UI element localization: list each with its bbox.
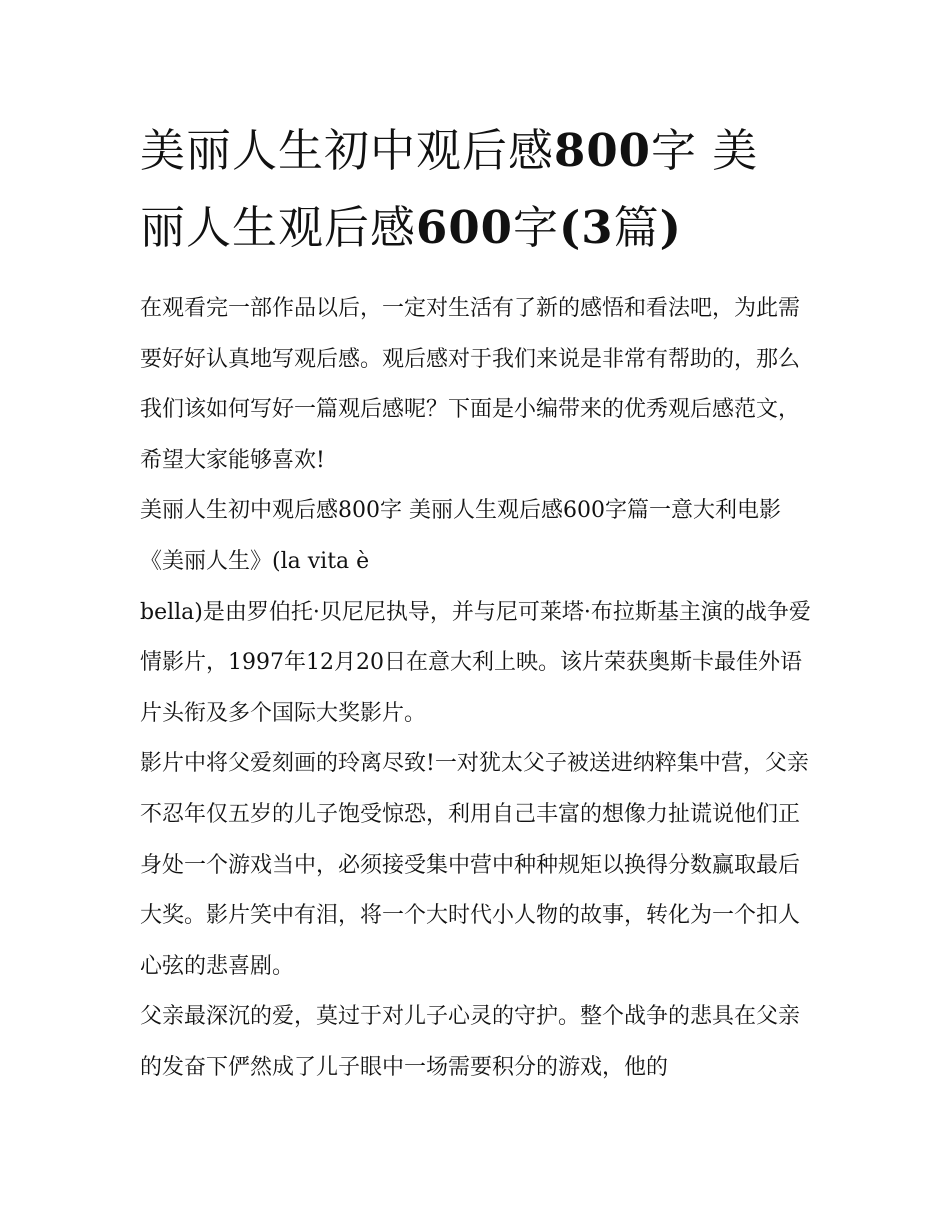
title-line-1: 美丽人生初中观后感800字 美 (140, 124, 759, 177)
father-love-paragraph: 父亲最深沉的爱，莫过于对儿子心灵的守护。整个战争的悲具在父亲的发奋下俨然成了儿子眼中一场需要积分的游戏，他的 (140, 1004, 801, 1080)
document-title (140, 112, 816, 266)
plot-paragraph: 影片中将父爱刻画的玲离尽致!一对犹太父子被送进纳粹集中营，父亲不忍年仅五岁的儿子饱受惊恐，利用自己丰富的想像力扯谎说他们正身处一个游戏当中，必须接受集中营中种种规矩以换得分数赢取最后大奖。影片笑中有泪，将一个大时代小人物的故事，转化为一个扣人心弦的悲喜剧。 (140, 751, 809, 979)
title-line-2: 丽人生观后感600字(3篇) (140, 201, 682, 254)
film-info-paragraph: bella)是由罗伯托·贝尼尼执导，并与尼可莱塔·布拉斯基主演的战争爱情影片，1997年12月20日在意大利上映。该片荣获奥斯卡最佳外语片头衔及多个国际大奖影片。 (140, 599, 811, 726)
heading-paragraph: 美丽人生初中观后感800字 美丽人生观后感600字篇一意大利电影《美丽人生》(la vita è (140, 498, 781, 574)
intro-paragraph: 在观看完一部作品以后，一定对生活有了新的感悟和看法吧，为此需要好好认真地写观后感。观后感对于我们来说是非常有帮助的，那么我们该如何写好一篇观后感呢？下面是小编带来的优秀观后感范文，希望大家能够喜欢! (140, 296, 801, 473)
document-body (140, 112, 816, 1094)
